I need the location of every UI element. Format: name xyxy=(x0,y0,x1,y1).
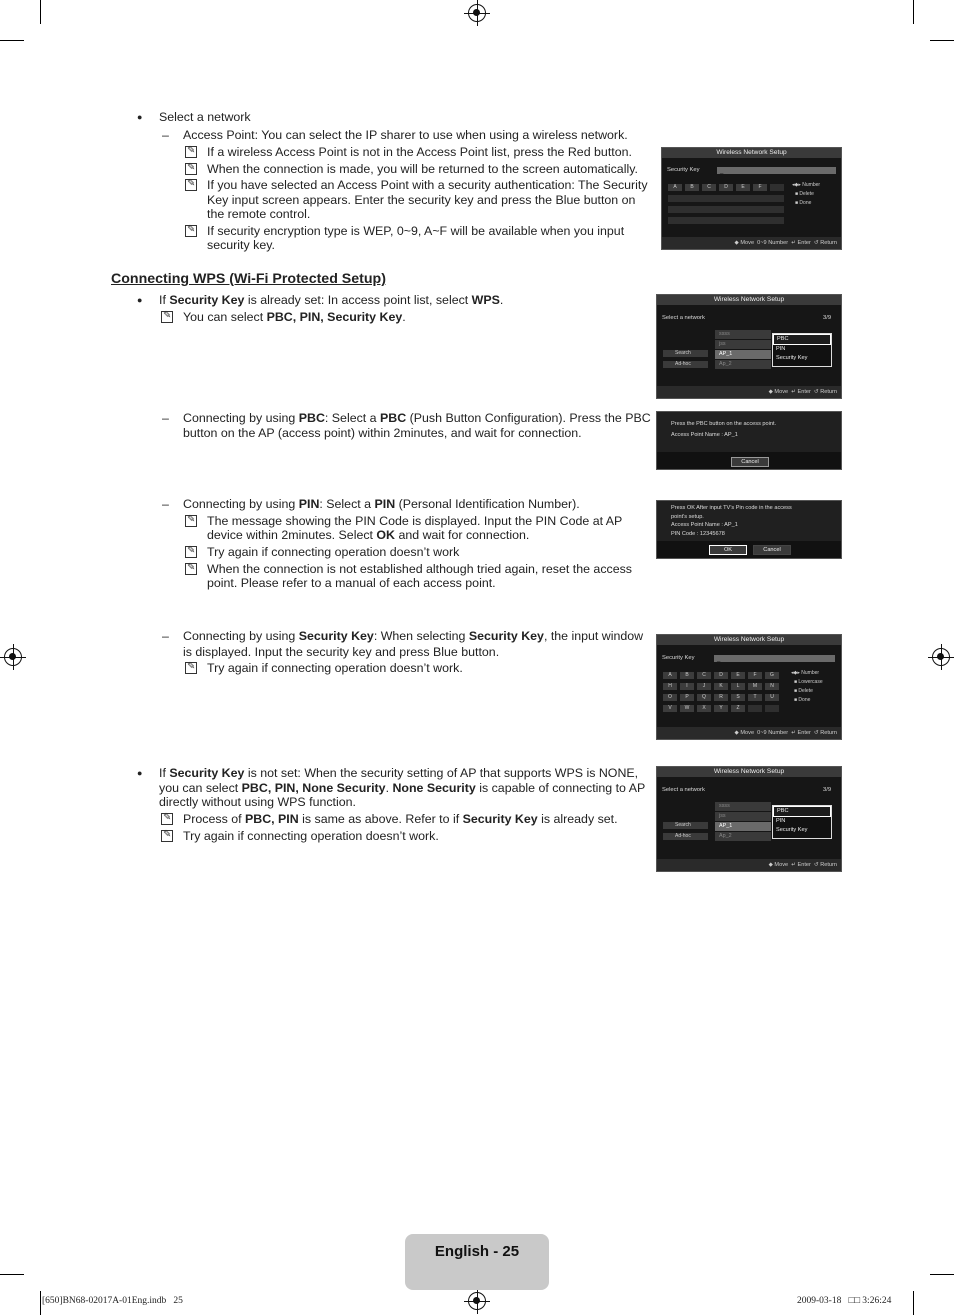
side-option: ■ Done xyxy=(794,697,811,703)
note-text: If security encryption type is WEP, 0~9, A~F will be available when you input xyxy=(207,224,625,238)
dash-icon: – xyxy=(162,411,169,425)
key[interactable]: T xyxy=(748,694,762,701)
bullet-text: directly without using WPS function. xyxy=(159,795,356,809)
key[interactable]: Z xyxy=(731,705,745,712)
screen-title: Wireless Network Setup xyxy=(657,295,841,305)
adhoc-button[interactable]: Ad-hoc xyxy=(663,833,708,840)
key[interactable]: Y xyxy=(714,705,728,712)
key[interactable]: R xyxy=(714,694,728,701)
list-item[interactable]: Ap_2 xyxy=(715,360,771,369)
key[interactable]: F xyxy=(748,672,762,679)
dash-icon: – xyxy=(162,629,169,643)
list-item[interactable]: jss xyxy=(715,340,771,349)
note-icon xyxy=(185,563,197,575)
bullet-icon: ● xyxy=(137,112,143,122)
key[interactable]: O xyxy=(663,694,677,701)
note-icon xyxy=(185,515,197,527)
note-text: You can select PBC, PIN, Security Key. xyxy=(183,310,406,324)
side-option: ◂◆▸ Number xyxy=(792,182,821,188)
side-option: ■ Done xyxy=(795,200,812,206)
key[interactable]: N xyxy=(765,683,779,690)
bullet-icon: ● xyxy=(137,768,143,778)
key[interactable]: V xyxy=(663,705,677,712)
note-text: The message showing the PIN Code is displayed. Input the PIN Code at AP xyxy=(207,514,623,528)
crop-mark xyxy=(0,1274,24,1275)
note-text: point. Please refer to a manual of each access point. xyxy=(207,576,496,590)
dash-icon: – xyxy=(162,497,169,511)
note-text: device within 2minutes. Select OK and wait for connection. xyxy=(207,528,530,542)
side-option: ◂◆▸ Number xyxy=(791,670,820,676)
registration-mark-icon xyxy=(4,648,22,666)
dialog-message: Press OK After input TV’s Pin code in the access xyxy=(671,505,792,511)
key[interactable]: X xyxy=(697,705,711,712)
key[interactable]: M xyxy=(748,683,762,690)
popup-item[interactable]: PIN xyxy=(776,346,786,352)
list-item[interactable]: ssss xyxy=(715,330,771,339)
screen-footer: ◆ Move 0~9 Number ↵ Enter ↺ Return xyxy=(657,727,841,739)
screen-title: Wireless Network Setup xyxy=(657,635,841,645)
note-icon xyxy=(161,813,173,825)
note-text: Process of PBC, PIN is same as above. Refer to if Security Key is already set. xyxy=(183,812,618,826)
registration-mark-icon xyxy=(468,4,486,22)
crop-mark xyxy=(40,1291,41,1315)
key[interactable]: L xyxy=(731,683,745,690)
pin-dialog-screen xyxy=(656,500,842,559)
list-item[interactable]: AP_1 xyxy=(715,350,771,359)
key xyxy=(770,184,784,191)
note-text: When the connection is not established although tried again, reset the access xyxy=(207,562,632,576)
note-text: security key. xyxy=(207,238,275,252)
side-option: ■ Delete xyxy=(795,191,814,197)
key[interactable]: H xyxy=(663,683,677,690)
screen-footer: ◆ Move 0~9 Number ↵ Enter ↺ Return xyxy=(662,237,841,249)
key[interactable]: U xyxy=(765,694,779,701)
screen-footer: ◆ Move ↵ Enter ↺ Return xyxy=(657,859,841,871)
cancel-button[interactable]: Cancel xyxy=(731,457,769,467)
note-icon xyxy=(185,179,197,191)
key[interactable]: C xyxy=(697,672,711,679)
popup-item[interactable]: PBC xyxy=(773,806,831,817)
key[interactable]: W xyxy=(680,705,694,712)
key[interactable]: P xyxy=(680,694,694,701)
list-item[interactable]: AP_1 xyxy=(715,822,771,831)
dash-text: Access Point: You can select the IP sharer to use when using a wireless network. xyxy=(183,128,628,142)
key xyxy=(668,206,784,213)
list-item[interactable]: Ap_2 xyxy=(715,832,771,841)
key[interactable]: K xyxy=(714,683,728,690)
note-text: If a wireless Access Point is not in the Access Point list, press the Red button. xyxy=(207,145,632,159)
pbc-dialog-screen xyxy=(656,411,842,470)
key[interactable]: E xyxy=(731,672,745,679)
crop-mark xyxy=(930,40,954,41)
note-text: When the connection is made, you will be returned to the screen automatically. xyxy=(207,162,638,176)
page-count: 3/9 xyxy=(823,787,832,793)
select-network-label: Select a network xyxy=(662,315,705,321)
key xyxy=(668,217,784,224)
page-number: English - 25 xyxy=(434,1243,520,1260)
security-key-input[interactable]: _ xyxy=(717,167,836,174)
print-date-info: 2009-03-18 □□ 3:26:24 xyxy=(797,1296,892,1306)
side-option: ■ Lowercase xyxy=(794,679,823,685)
print-file-info: [650]BN68-02017A-01Eng.indb 25 xyxy=(42,1296,183,1306)
security-key-label: Security Key xyxy=(662,655,695,661)
side-option: ■ Delete xyxy=(794,688,813,694)
key[interactable]: B xyxy=(685,184,699,191)
key[interactable]: C xyxy=(702,184,716,191)
wps-popup[interactable] xyxy=(772,333,832,367)
screen-title: Wireless Network Setup xyxy=(662,148,841,158)
crop-mark xyxy=(930,1274,954,1275)
dialog-message: point’s setup. xyxy=(671,513,704,520)
security-key-label: Security Key xyxy=(667,167,700,173)
pin-text: Connecting by using PIN: Select a PIN (Personal Identification Number). xyxy=(183,497,580,511)
section-heading: Connecting WPS (Wi-Fi Protected Setup) xyxy=(111,271,386,287)
note-icon xyxy=(185,546,197,558)
key[interactable]: D xyxy=(719,184,733,191)
bullet-icon: ● xyxy=(137,295,143,305)
security-key-text: Connecting by using Security Key: When selecting Security Key, the input window xyxy=(183,629,644,643)
crop-mark xyxy=(40,0,41,24)
key[interactable]: A xyxy=(668,184,682,191)
popup-item[interactable]: PIN xyxy=(776,818,786,824)
bullet-text: If Security Key is not set: When the security setting of AP that supports WPS is NONE, xyxy=(159,766,639,780)
popup-item[interactable]: Security Key xyxy=(776,827,808,833)
list-item[interactable]: ssss xyxy=(715,802,771,811)
note-icon xyxy=(185,163,197,175)
search-button[interactable]: Search xyxy=(663,350,708,357)
page-number-box xyxy=(405,1234,549,1290)
key xyxy=(748,705,762,712)
key[interactable]: B xyxy=(680,672,694,679)
key[interactable]: D xyxy=(714,672,728,679)
key[interactable]: J xyxy=(697,683,711,690)
dialog-message: PIN Code : 12345678 xyxy=(671,530,725,537)
search-button[interactable]: Search xyxy=(663,822,708,829)
list-item[interactable]: jss xyxy=(715,812,771,821)
security-key-alpha-screen xyxy=(656,634,842,740)
note-icon xyxy=(161,311,173,323)
adhoc-button[interactable]: Ad-hoc xyxy=(663,361,708,368)
bullet-text: you can select PBC, PIN, None Security. None Security is capable of connecting to AP xyxy=(159,781,646,795)
registration-mark-icon xyxy=(932,648,950,666)
note-icon xyxy=(185,662,197,674)
pbc-text: button on the AP (access point) within 2minutes, and wait for connection. xyxy=(183,426,582,440)
select-network-screen xyxy=(656,294,842,399)
note-icon xyxy=(185,146,197,158)
bullet-text: If Security Key is already set: In access point list, select WPS. xyxy=(159,293,504,307)
note-text: Try again if connecting operation doesn’t work. xyxy=(207,661,463,675)
screen-title: Wireless Network Setup xyxy=(657,767,841,777)
registration-mark-icon xyxy=(468,1292,486,1310)
security-key-hex-screen xyxy=(661,147,842,250)
crop-mark xyxy=(913,0,914,24)
key xyxy=(765,705,779,712)
dialog-message: Access Point Name : AP_1 xyxy=(671,432,738,438)
dash-icon: – xyxy=(162,128,169,142)
note-icon xyxy=(161,830,173,842)
crop-mark xyxy=(0,40,24,41)
ok-button[interactable]: OK xyxy=(709,545,747,555)
note-text: If you have selected an Access Point with a security authentication: The Security xyxy=(207,178,648,192)
page-count: 3/9 xyxy=(823,315,832,321)
bullet-text: Select a network xyxy=(159,110,251,124)
note-text: Try again if connecting operation doesn’t work xyxy=(207,545,460,559)
key[interactable]: G xyxy=(765,672,779,679)
key[interactable]: F xyxy=(753,184,767,191)
dialog-message: Press the PBC button on the access point. xyxy=(671,421,777,427)
cancel-button[interactable]: Cancel xyxy=(753,545,791,555)
security-key-text: is displayed. Input the security key and press Blue button. xyxy=(183,645,500,659)
crop-mark xyxy=(913,1291,914,1315)
select-network-label: Select a network xyxy=(662,787,705,793)
key[interactable]: I xyxy=(680,683,694,690)
key[interactable]: S xyxy=(731,694,745,701)
select-network-screen xyxy=(656,766,842,872)
dialog-message: Access Point Name : AP_1 xyxy=(671,522,738,528)
security-key-input[interactable]: _ xyxy=(714,655,835,662)
note-icon xyxy=(185,225,197,237)
note-text: the remote control. xyxy=(207,207,311,221)
key[interactable]: A xyxy=(663,672,677,679)
popup-item[interactable]: Security Key xyxy=(776,355,808,361)
wps-popup[interactable] xyxy=(772,805,832,839)
note-text: Key input screen appears. Enter the security key and press the Blue button on xyxy=(207,193,636,207)
popup-item[interactable]: PBC xyxy=(773,334,831,345)
key[interactable]: Q xyxy=(697,694,711,701)
note-text: Try again if connecting operation doesn’t work. xyxy=(183,829,439,843)
key[interactable]: E xyxy=(736,184,750,191)
screen-footer: ◆ Move ↵ Enter ↺ Return xyxy=(657,386,841,398)
pbc-text: Connecting by using PBC: Select a PBC (Push Button Configuration). Press the PBC xyxy=(183,411,651,425)
key xyxy=(668,195,784,202)
